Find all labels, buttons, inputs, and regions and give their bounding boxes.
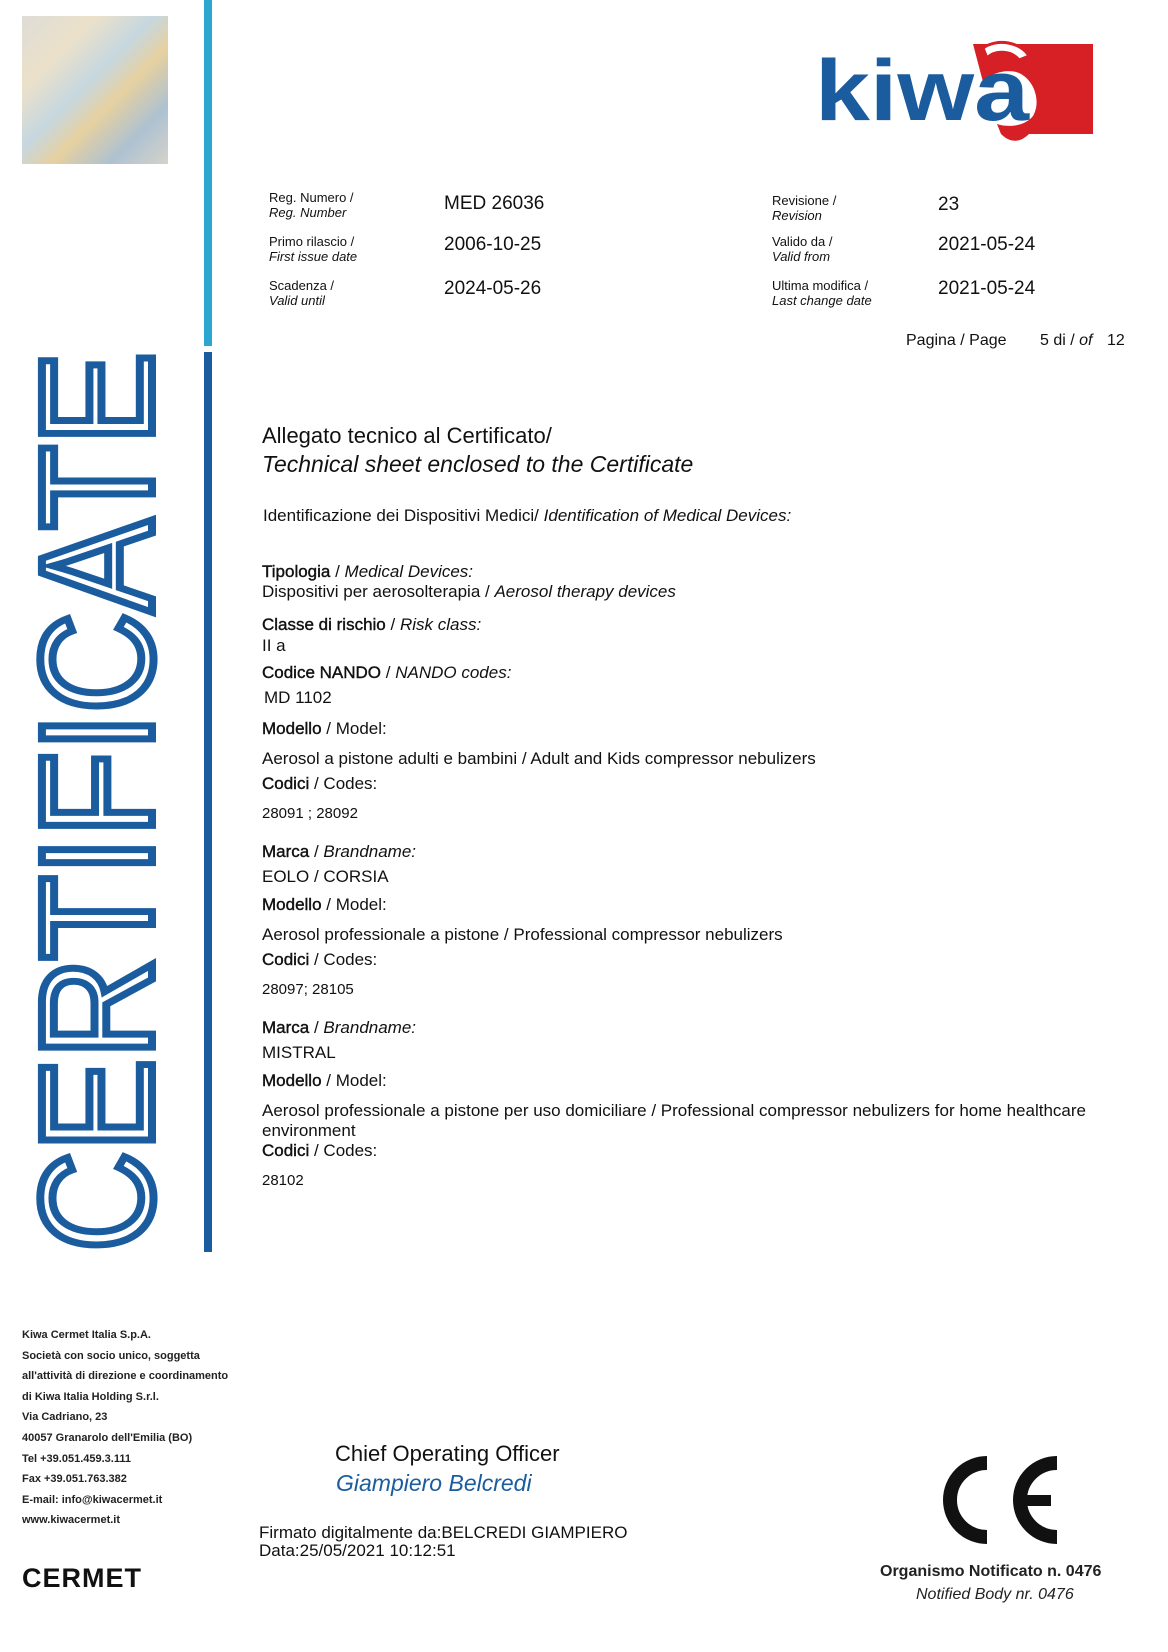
codes-value-1: 28091 ; 28092: [262, 805, 358, 822]
ce-mark-icon: [935, 1455, 1065, 1545]
reg-number-label-en: Reg. Number: [269, 205, 347, 220]
revision-label: [772, 193, 836, 223]
nando-label-en: NANDO codes:: [395, 663, 512, 682]
tipologia-value-it: Dispositivi per aerosolterapia /: [262, 582, 495, 601]
tipologia-label-en: Medical Devices:: [344, 562, 474, 581]
valid-from-label-it: Valido da /: [772, 234, 833, 249]
company-info-line: all'attività di direzione e coordinamento: [22, 1370, 229, 1383]
notified-body-en: Notified Body nr. 0476: [916, 1586, 1074, 1603]
valid-from-label: [772, 234, 832, 264]
page-of: of: [1079, 332, 1093, 349]
codes-label-it-2: Codici: [262, 950, 310, 969]
reg-number-label: [269, 190, 354, 220]
nando-label-it: Codice NANDO: [262, 663, 382, 682]
valid-until-label-en: Valid until: [269, 293, 325, 308]
nando-label: [262, 663, 511, 683]
codes-label-2: [262, 950, 377, 970]
identification-en: Identification of Medical Devices:: [543, 506, 792, 525]
classe-value: II a: [262, 636, 286, 655]
nando-sep: /: [381, 663, 396, 682]
model-label-it-1: Modello: [262, 719, 322, 738]
codes-label-en-3: / Codes:: [309, 1141, 378, 1160]
company-info-line: Via Cadriano, 23: [22, 1411, 108, 1424]
company-info-line: di Kiwa Italia Holding S.r.l.: [22, 1390, 159, 1403]
brand-label-it-2: Marca: [262, 1018, 310, 1037]
signed-date: Data:25/05/2021 10:12:51: [259, 1541, 456, 1560]
brand-sep-1: /: [309, 842, 324, 861]
model-value-3: Aerosol professionale a pistone per uso domiciliare / Professional compressor nebulizers for home healthcare environment: [262, 1101, 1086, 1140]
brand-label-en-2: Brandname:: [323, 1018, 417, 1037]
tipologia-label-it: Tipologia: [262, 562, 331, 581]
company-info-line: E-mail: info@kiwacermet.it: [22, 1493, 163, 1506]
valid-until-label-it: Scadenza /: [269, 278, 335, 293]
last-change-label-it: Ultima modifica /: [772, 278, 869, 293]
model-label-2: [262, 895, 387, 915]
valid-until-value: 2024-05-26: [444, 278, 542, 299]
identification-it: Identificazione dei Dispositivi Medici/: [263, 506, 539, 525]
signed-by: Firmato digitalmente da:BELCREDI GIAMPIERO: [259, 1523, 628, 1542]
company-info-line: www.kiwacermet.it: [22, 1514, 121, 1527]
model-label-1: [262, 719, 387, 739]
classe-label: [262, 615, 481, 635]
classe-label-en: Risk class:: [399, 615, 482, 634]
notified-body-it: Organismo Notificato n. 0476: [880, 1563, 1102, 1580]
signatory-title: Chief Operating Officer: [335, 1441, 560, 1466]
revision-label-en: Revision: [772, 208, 822, 223]
tipologia-value-en: Aerosol therapy devices: [494, 582, 676, 601]
model-label-it-3: Modello: [262, 1071, 322, 1090]
kiwa-logo-text: kiwa: [815, 43, 1031, 139]
company-info-line: 40057 Granarolo dell'Emilia (BO): [22, 1431, 193, 1444]
nando-value: MD 1102: [264, 688, 332, 707]
company-info-line: Tel +39.051.459.3.111: [22, 1452, 131, 1465]
model-label-it-2: Modello: [262, 895, 322, 914]
codes-value-3: 28102: [262, 1172, 304, 1189]
classe-sep: /: [385, 615, 400, 634]
certificate-vertical-text: CERTIFICATE: [7, 217, 186, 1252]
valid-from-label-en: Valid from: [772, 249, 831, 264]
model-label-en-3: / Model:: [321, 1071, 387, 1090]
brand-label-1: [262, 842, 416, 862]
digital-signature-info: [259, 1524, 627, 1560]
brand-sep-2: /: [309, 1018, 324, 1037]
company-info-line: Kiwa Cermet Italia S.p.A.: [22, 1329, 151, 1341]
codes-label-it-3: Codici: [262, 1141, 310, 1160]
valid-from-value: 2021-05-24: [938, 234, 1036, 255]
valid-until-label: [269, 278, 334, 308]
page-label: Pagina / Page: [906, 332, 1007, 349]
codes-label-1: [262, 774, 377, 794]
company-info: [22, 1325, 228, 1531]
brand-label-it-1: Marca: [262, 842, 310, 861]
brand-label-en-1: Brandname:: [323, 842, 417, 861]
accent-bar-bottom: [204, 352, 212, 1252]
revision-label-it: Revisione /: [772, 193, 837, 208]
company-info-line: Società con socio unico, soggetta: [22, 1349, 200, 1362]
first-issue-label-it: Primo rilascio /: [269, 234, 355, 249]
model-value-2: Aerosol professionale a pistone / Professional compressor nebulizers: [262, 925, 783, 944]
page-current: 5: [1040, 332, 1049, 349]
revision-value: 23: [938, 194, 960, 215]
first-issue-value: 2006-10-25: [444, 234, 542, 255]
codes-label-3: [262, 1141, 377, 1161]
brand-value-2: MISTRAL: [262, 1043, 336, 1062]
model-label-en-1: / Model:: [321, 719, 387, 738]
signatory-name: Giampiero Belcredi: [336, 1470, 532, 1496]
company-info-line: Fax +39.051.763.382: [22, 1473, 127, 1486]
codes-label-it-1: Codici: [262, 774, 310, 793]
classe-label-it: Classe di rischio: [262, 615, 386, 634]
tipologia-value: [262, 582, 676, 602]
tipologia-sep: /: [330, 562, 345, 581]
brand-value-1: EOLO / CORSIA: [262, 867, 389, 886]
last-change-label-en: Last change date: [772, 293, 872, 308]
identification-heading: [263, 506, 791, 526]
page-total: 12: [1106, 332, 1125, 349]
brand-label-2: [262, 1018, 416, 1038]
certificate-vertical-word: [7, 217, 186, 1252]
codes-label-en-2: / Codes:: [309, 950, 378, 969]
title-it: Allegato tecnico al Certificato/: [262, 423, 552, 448]
reg-number-label-it: Reg. Numero /: [269, 190, 354, 205]
first-issue-label-en: First issue date: [269, 249, 358, 264]
first-issue-label: [269, 234, 357, 264]
decorative-thumbnail: [22, 16, 168, 164]
title-en: Technical sheet enclosed to the Certificate: [262, 451, 694, 477]
model-value-1: Aerosol a pistone adulti e bambini / Adult and Kids compressor nebulizers: [262, 749, 816, 768]
last-change-value: 2021-05-24: [938, 278, 1036, 299]
page-di: di /: [1053, 332, 1075, 349]
codes-label-en-1: / Codes:: [309, 774, 378, 793]
tipologia-label: [262, 562, 473, 582]
accent-bar-top: [204, 0, 212, 346]
model-label-en-2: / Model:: [321, 895, 387, 914]
last-change-label: [772, 278, 872, 308]
page-indicator: [1040, 332, 1125, 350]
codes-value-2: 28097; 28105: [262, 981, 354, 998]
model-label-3: [262, 1071, 387, 1091]
kiwa-logo: [815, 38, 1095, 148]
reg-number-value: MED 26036: [444, 193, 545, 214]
cermet-logo: CERMET: [22, 1563, 142, 1593]
